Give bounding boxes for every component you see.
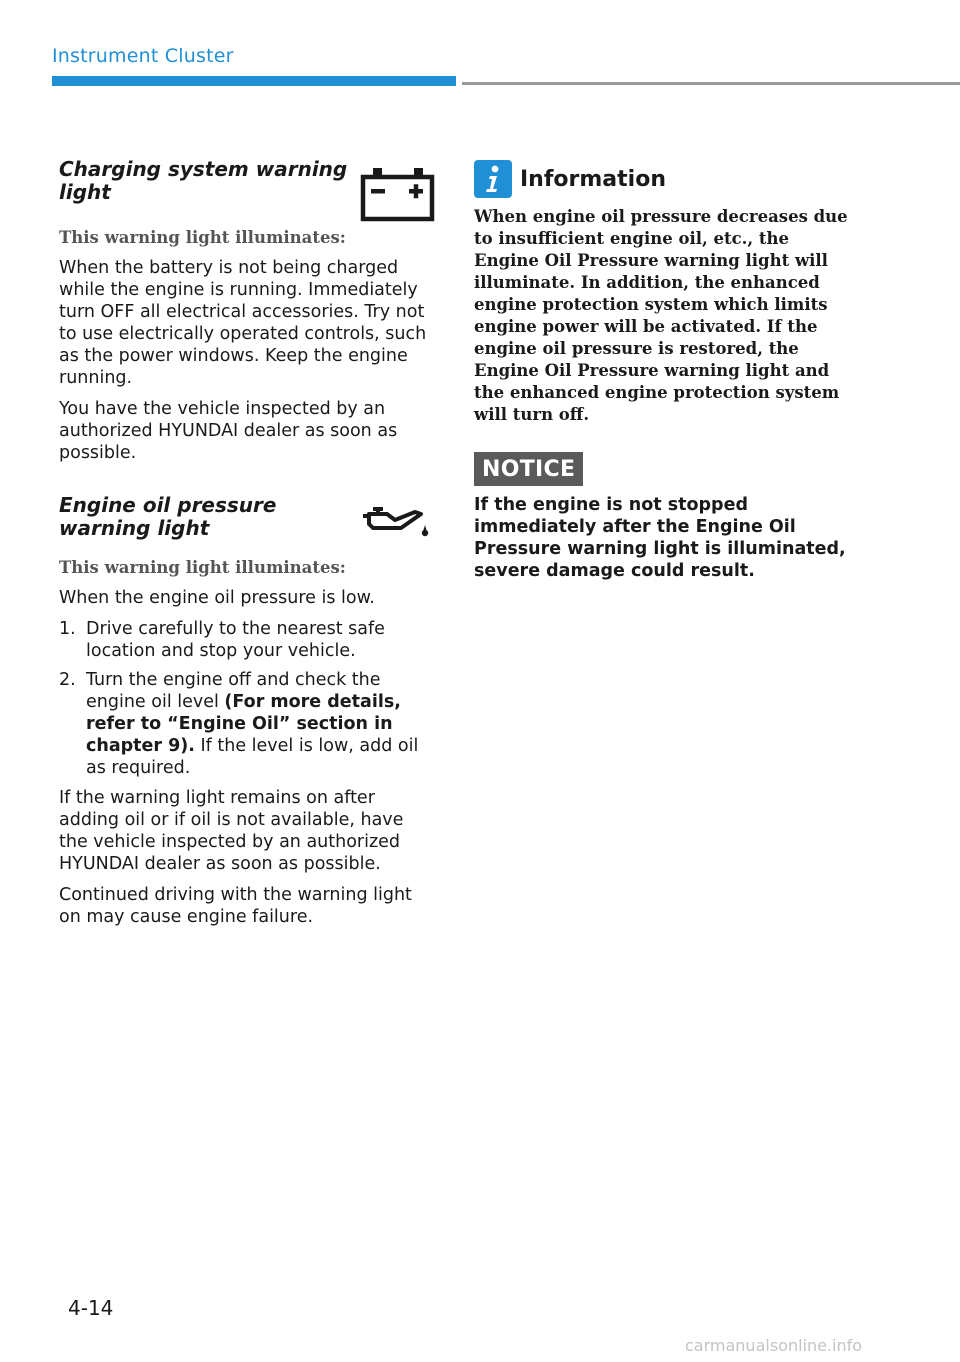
step-text: Turn the engine off and check the engine oil level [86,670,381,712]
step-number: 2. [59,670,76,690]
information-body: When engine oil pressure decreases due to insufficient engine oil, etc., the Engine Oil Pressure warning light will illuminate. In addition, the enhanced engine protection system which limits engine power will be activated. If the engine oil pressure is restored, the Engine Oil Pressure warning light and the enhanced engine protection system will turn off. [474,207,848,424]
oil-steps-list [59,618,435,779]
charging-section-heading [59,158,435,228]
watermark: carmanualsonline.info [685,1336,863,1355]
list-item [59,669,435,779]
oil-pressure-warning-icon [359,502,433,540]
header-accent-bar [52,76,456,86]
oil-lead: This warning light illuminates: [59,558,346,577]
step-reference: (For more details, refer to “Engine Oil” section in chapter 9). [86,692,401,756]
info-icon [474,160,512,198]
step-text: Drive carefully to the nearest safe location and stop your vehicle. [86,619,385,661]
page-number: 4-14 [68,1296,114,1320]
section-header-title: Instrument Cluster [52,45,234,67]
oil-section-heading [59,494,435,558]
charging-section-title: Charging system warning light [59,157,348,204]
list-item [59,618,435,662]
oil-paragraph-3: Continued driving with the warning light on may cause engine failure. [59,885,412,927]
step-number: 1. [59,619,76,639]
charging-paragraph-1: When the battery is not being charged while the engine is running. Immediately turn OFF all electrical accessories. Try not to use electrically operated controls, such as the power windows. Keep the engine running. [59,258,427,388]
battery-warning-icon [359,166,435,222]
oil-paragraph-2: If the warning light remains on after adding oil or if oil is not available, have the vehicle inspected by an authorized HYUNDAI dealer as soon as possible. [59,788,404,874]
header-rule [462,82,960,85]
left-column [59,158,435,937]
charging-paragraph-2: You have the vehicle inspected by an authorized HYUNDAI dealer as soon as possible. [59,399,398,463]
notice-label: NOTICE [474,452,583,486]
step-text-continued: If the level is low, add oil as required. [86,736,419,778]
oil-section-title: Engine oil pressure warning light [59,493,277,540]
charging-lead: This warning light illuminates: [59,228,346,247]
oil-paragraph-1: When the engine oil pressure is low. [59,588,375,608]
right-column [474,160,850,582]
information-heading [474,160,850,198]
notice-body: If the engine is not stopped immediately after the Engine Oil Pressure warning light is illuminated, severe damage could result. [474,495,846,581]
information-title: Information [520,166,666,192]
